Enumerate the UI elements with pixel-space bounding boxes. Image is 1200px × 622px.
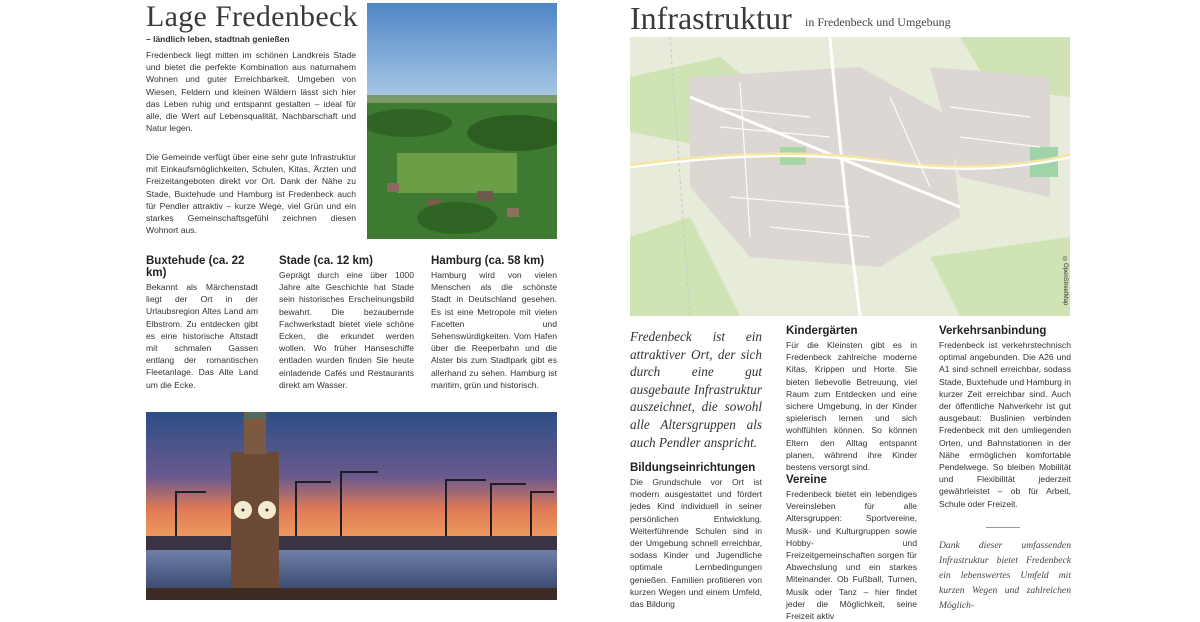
heading-stade: Stade (ca. 12 km) — [279, 255, 373, 267]
divider-line — [986, 527, 1020, 528]
heading-buxtehude: Buxtehude (ca. 22 km) — [146, 255, 245, 279]
section-bildung — [630, 462, 762, 610]
page-title-infrastruktur: Infrastruktur — [630, 0, 792, 36]
subtitle-infrastruktur: in Fredenbeck und Umgebung — [805, 15, 951, 29]
text-verkehr: Fredenbeck ist verkehrstechnisch optimal angebunden. Die A26 und A1 sind schnell erreichbar, sodass Stade, Buxtehude und Hamburg in kurzer Zeit erreichbar sind. Auch der öffentliche Nahverkehr ist gut ausgebaut: Buslinien verbinden Fredenbeck mit den umliegenden Orten, und Bahnstationen in der Nähe ermöglichen komfortable Pendelwege. So bleiben Mobilität und Flexibilität jederzeit gewährleistet – ob für Arbeit, Schule oder Freizeit. — [939, 340, 1071, 509]
intro-paragraph-2: Die Gemeinde verfügt über eine sehr gute Infrastruktur mit Einkaufsmöglichkeiten, Schulen, Kitas, Ärzten und Freizeitangeboten direkt vor Ort. Dank der Nähe zu Stade, Buxtehude und Hamburg ist Fredenbeck auch für Pendler attraktiv – kurze Wege, viel Grün und ein starkes Gemeinschaftsgefühl zeichnen diesen Wohnort aus. — [146, 152, 356, 236]
heading-hamburg: Hamburg (ca. 58 km) — [431, 255, 545, 267]
text-stade: Geprägt durch eine über 1000 Jahre alte Geschichte hat Stade sein historisches Erscheinungsbild bewahrt. Die bezaubernde Fachwerkstadt bietet viele schöne Ecken, die erkundet werden wollen. Wo früher Hanseschiffe entladen wurden finden Sie heute einladende Cafés und Restaurants direkt am Wasser. — [279, 270, 414, 390]
column-buxtehude — [146, 255, 258, 391]
subtitle-lage: – ländlich leben, stadtnah genießen — [146, 34, 290, 44]
heading-vereine: Vereine — [786, 474, 827, 486]
text-bildung: Die Grundschule vor Ort ist modern ausgestattet und fördert jedes Kind individuell in seiner persönlichen Entwicklung. Weiterführende Schulen sind in der Umgebung schnell erreichbar, sodass Kinder und Jugendliche optimale Lernbedingungen genießen. Familien profitieren von kurzen Wegen und einem Umfeld, das Bildung — [630, 477, 762, 610]
aerial-village-photo — [367, 3, 557, 239]
heading-kindergaerten: Kindergärten — [786, 325, 858, 337]
closing-quote: Dank dieser umfassenden Infrastruktur bietet Fredenbeck ein lebenswertes Umfeld mit kurzen Wegen und zahlreichen Möglich- — [939, 540, 1071, 611]
text-buxtehude: Bekannt als Märchenstadt liegt der Ort in der Urlaubsregion Altes Land am Elbstrom. Zu entdecken gibt es eine historische Altstadt mit schmalen Gassen entlang der romantischen Fleetanlage. Das Alte Land um die Ecke. — [146, 282, 258, 390]
intro-quote: Fredenbeck ist ein attraktiver Ort, der sich durch eine gut ausgebaute Infrastruktur auszeichnet, die sowohl alle Altersgruppen als auch Pendler anspricht. — [630, 329, 762, 450]
hamburg-harbor-photo — [146, 412, 557, 600]
heading-verkehr: Verkehrsanbindung — [939, 325, 1047, 337]
text-vereine: Fredenbeck bietet ein lebendiges Vereinsleben für alle Altersgruppen: Sportvereine, Musik- und Kulturgruppen sowie Hobby- und Freizeitgemeinschaften sorgen für Abwechslung und ein starkes Miteinander. Ob Fußball, Turnen, Musik oder Tanz – hier findet jeder die Möglichkeit, seine Freizeit aktiv — [786, 489, 917, 622]
page-title-lage: Lage Fredenbeck — [146, 0, 358, 33]
section-kindergaerten — [786, 325, 917, 473]
column-hamburg — [431, 255, 557, 391]
intro-paragraph-1: Fredenbeck liegt mitten im schönen Landkreis Stade und bietet die perfekte Kombination aus naturnahem Wohnen und guter Erreichbarkeit. Umgeben von Wiesen, Feldern und kleinen Wäldern lässt sich hier das Leben ruhig und entspannt gestalten – ideal für alle, die Wert auf Lebensqualität, Nachbarschaft und Natur legen. — [146, 50, 356, 134]
text-hamburg: Hamburg wird von vielen Menschen als die schönste Stadt in Deutschland gesehen. Es ist eine Metropole mit vielen Facetten und Sehenswürdigkeiten. Vom Hafen über die Reeperbahn und die Alster bis zum Stadtpark gibt es allerhand zu sehen. Hamburg ist maritim, grün und historisch. — [431, 270, 557, 390]
column-stade — [279, 255, 414, 391]
street-map — [630, 37, 1070, 316]
section-verkehr — [939, 325, 1071, 510]
text-kindergaerten: Für die Kleinsten gibt es in Fredenbeck zahlreiche moderne Kitas, Krippen und Horte. Sie bieten liebevolle Betreuung, viel Raum zum Entdecken und eine sichere Umgebung, in der Kinder spielerisch lernen und sich wohlfühlen können. So können Eltern den Alltag entspannt planen, während ihre Kinder bestens versorgt sind. — [786, 340, 917, 473]
map-credit: ©OpenStreetMap — [1062, 257, 1068, 306]
heading-bildung: Bildungseinrichtungen — [630, 462, 756, 474]
